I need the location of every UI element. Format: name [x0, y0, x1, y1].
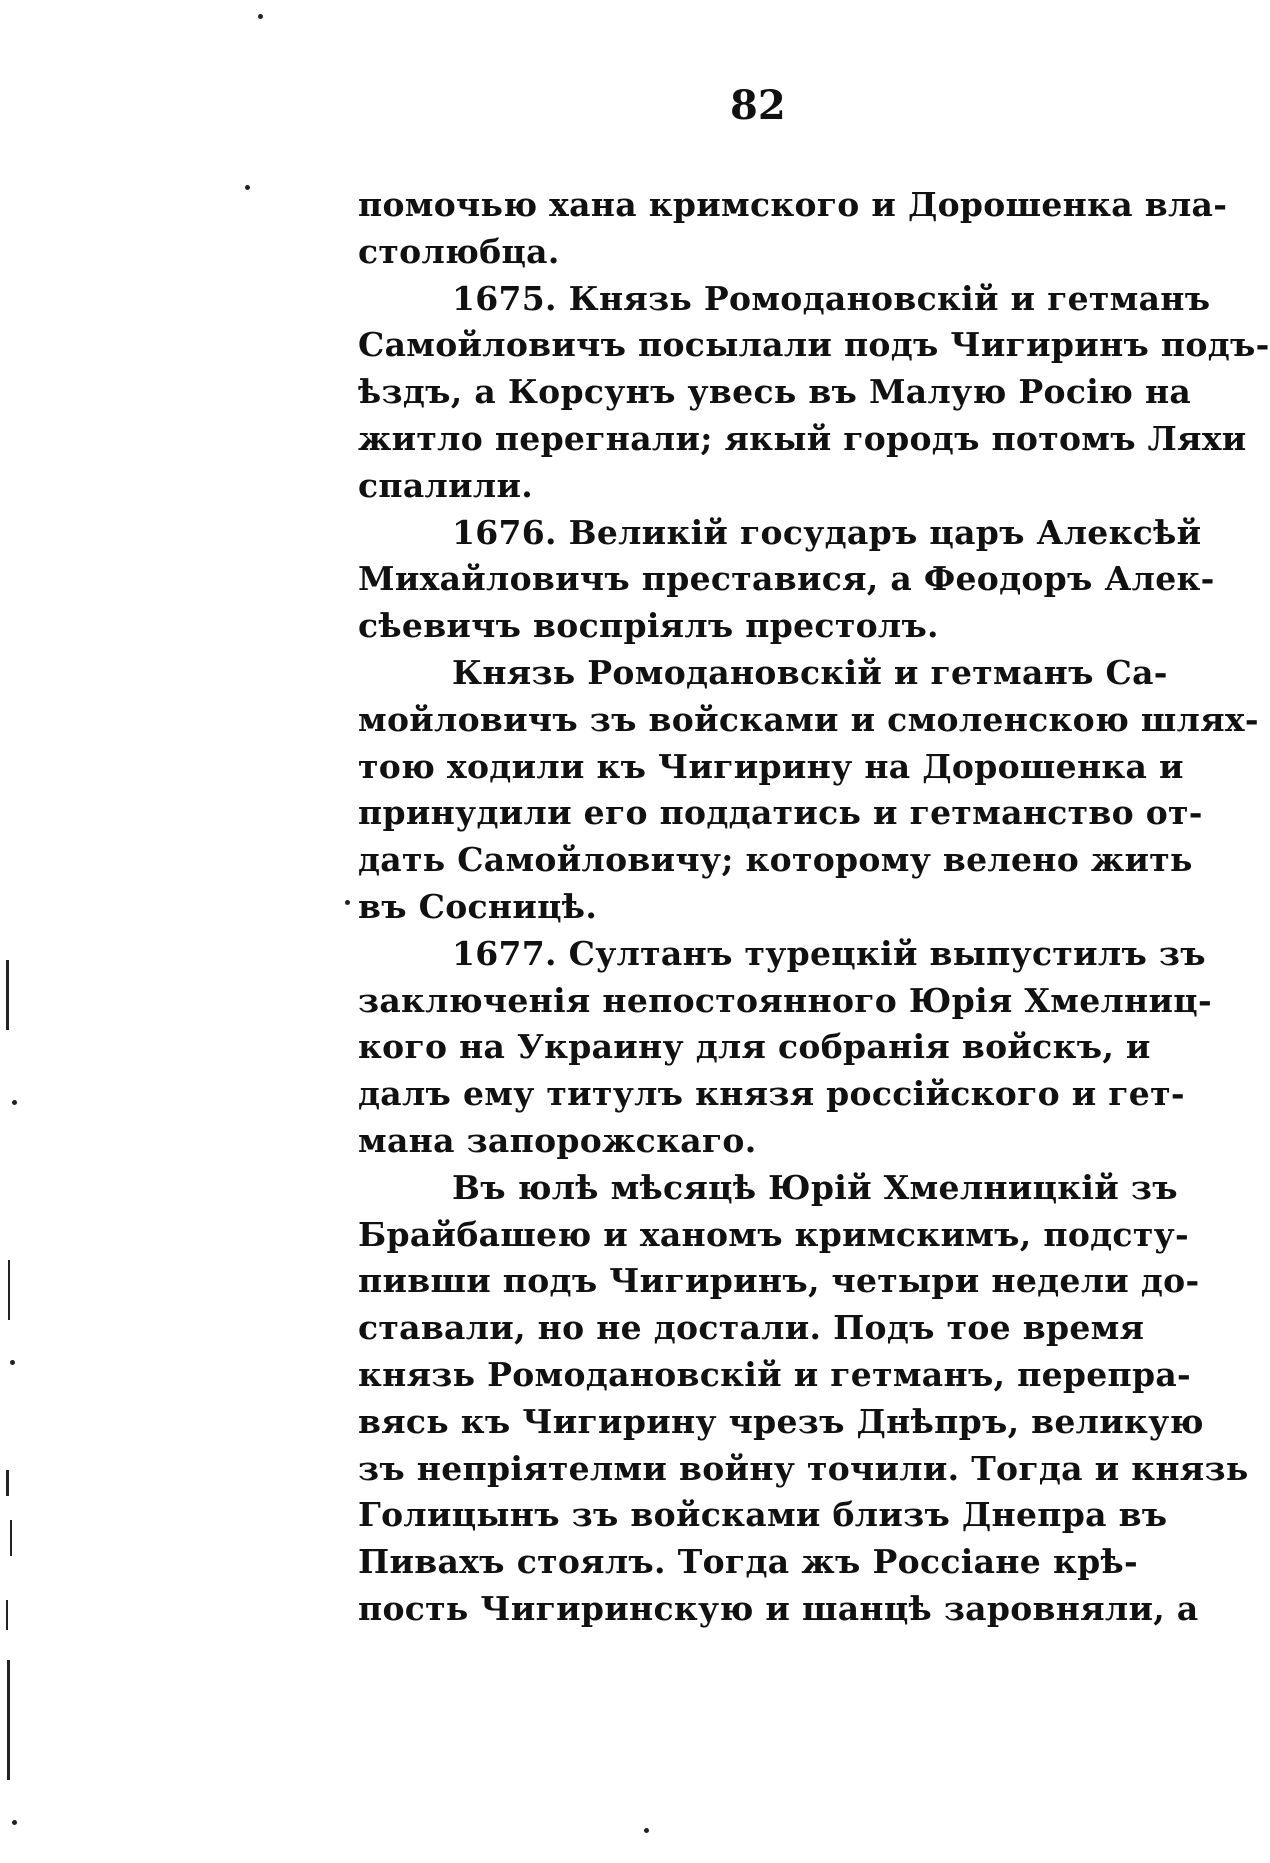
- text-line: тою ходили къ Чигирину на Дорошенка и: [358, 746, 1184, 786]
- text-line: Михайловичъ преставися, а Феодоръ Алек-: [358, 559, 1215, 599]
- text-line: ставали, но не достали. Подъ тое время: [358, 1308, 1145, 1348]
- text-line: Самойловичъ посылали подъ Чигиринъ подъ-: [358, 325, 1270, 365]
- binding-edge-marks: [0, 0, 40, 1863]
- text-line: пивши подъ Чигиринъ, четыри недели до-: [358, 1261, 1200, 1301]
- text-line: Князь Ромодановскій и гетманъ Са-: [452, 652, 1168, 692]
- text-line: въ Сосницѣ.: [358, 886, 598, 926]
- text-line: житло перегнали; якый городъ потомъ Ляхи: [358, 418, 1247, 458]
- text-line: кого на Украину для собранія войскъ, и: [358, 1027, 1151, 1067]
- text-line: помочью хана кримского и Дорошенка вла-: [358, 185, 1228, 224]
- text-line: спалили.: [358, 465, 534, 505]
- page-number: 82: [730, 82, 786, 129]
- text-line: столюбца.: [358, 231, 560, 271]
- text-line: 1677. Султанъ турецкій выпустилъ зъ: [452, 933, 1206, 973]
- text-line: мойловичъ зъ войсками и смоленскою шлях-: [358, 699, 1259, 739]
- speck: [644, 1828, 649, 1833]
- text-line: князь Ромодановскій и гетманъ, перепра-: [358, 1354, 1192, 1394]
- text-line: сѣевичъ воспріялъ престолъ.: [358, 606, 939, 646]
- text-line: 1676. Великій государъ царъ Алексѣй: [452, 512, 1202, 552]
- text-line: Въ юлѣ мѣсяцѣ Юрій Хмелницкій зъ: [452, 1167, 1178, 1207]
- text-line: зъ непріятелми войну точили. Тогда и князь: [358, 1448, 1249, 1488]
- text-line: заключенія непостоянного Юрія Хмелниц-: [358, 980, 1212, 1020]
- speck: [245, 185, 250, 190]
- text-line: Брайбашею и ханомъ кримскимъ, подсту-: [358, 1214, 1189, 1254]
- text-line: дать Самойловичу; которому велено жить: [358, 840, 1193, 880]
- speck: [258, 14, 263, 19]
- text-line: пость Чигиринскую и шанцѣ заровняли, а: [358, 1588, 1199, 1628]
- speck: [345, 900, 350, 905]
- text-line: принудили его поддатись и гетманство от-: [358, 793, 1203, 833]
- text-line: вясь къ Чигирину чрезъ Днѣпръ, великую: [358, 1401, 1204, 1441]
- text-line: Голицынъ зъ войсками близъ Днепра въ: [358, 1495, 1168, 1535]
- text-line: 1675. Князь Ромодановскій и гетманъ: [452, 278, 1211, 318]
- body-text: [358, 182, 1270, 1633]
- text-line: ѣздъ, а Корсунъ увесь въ Малую Росію на: [358, 372, 1192, 412]
- text-line: Пивахъ стоялъ. Тогда жъ Россіане крѣ-: [358, 1542, 1138, 1582]
- text-line: мана запорожскаго.: [358, 1120, 757, 1160]
- text-line: далъ ему титулъ князя россійского и гет-: [358, 1074, 1185, 1114]
